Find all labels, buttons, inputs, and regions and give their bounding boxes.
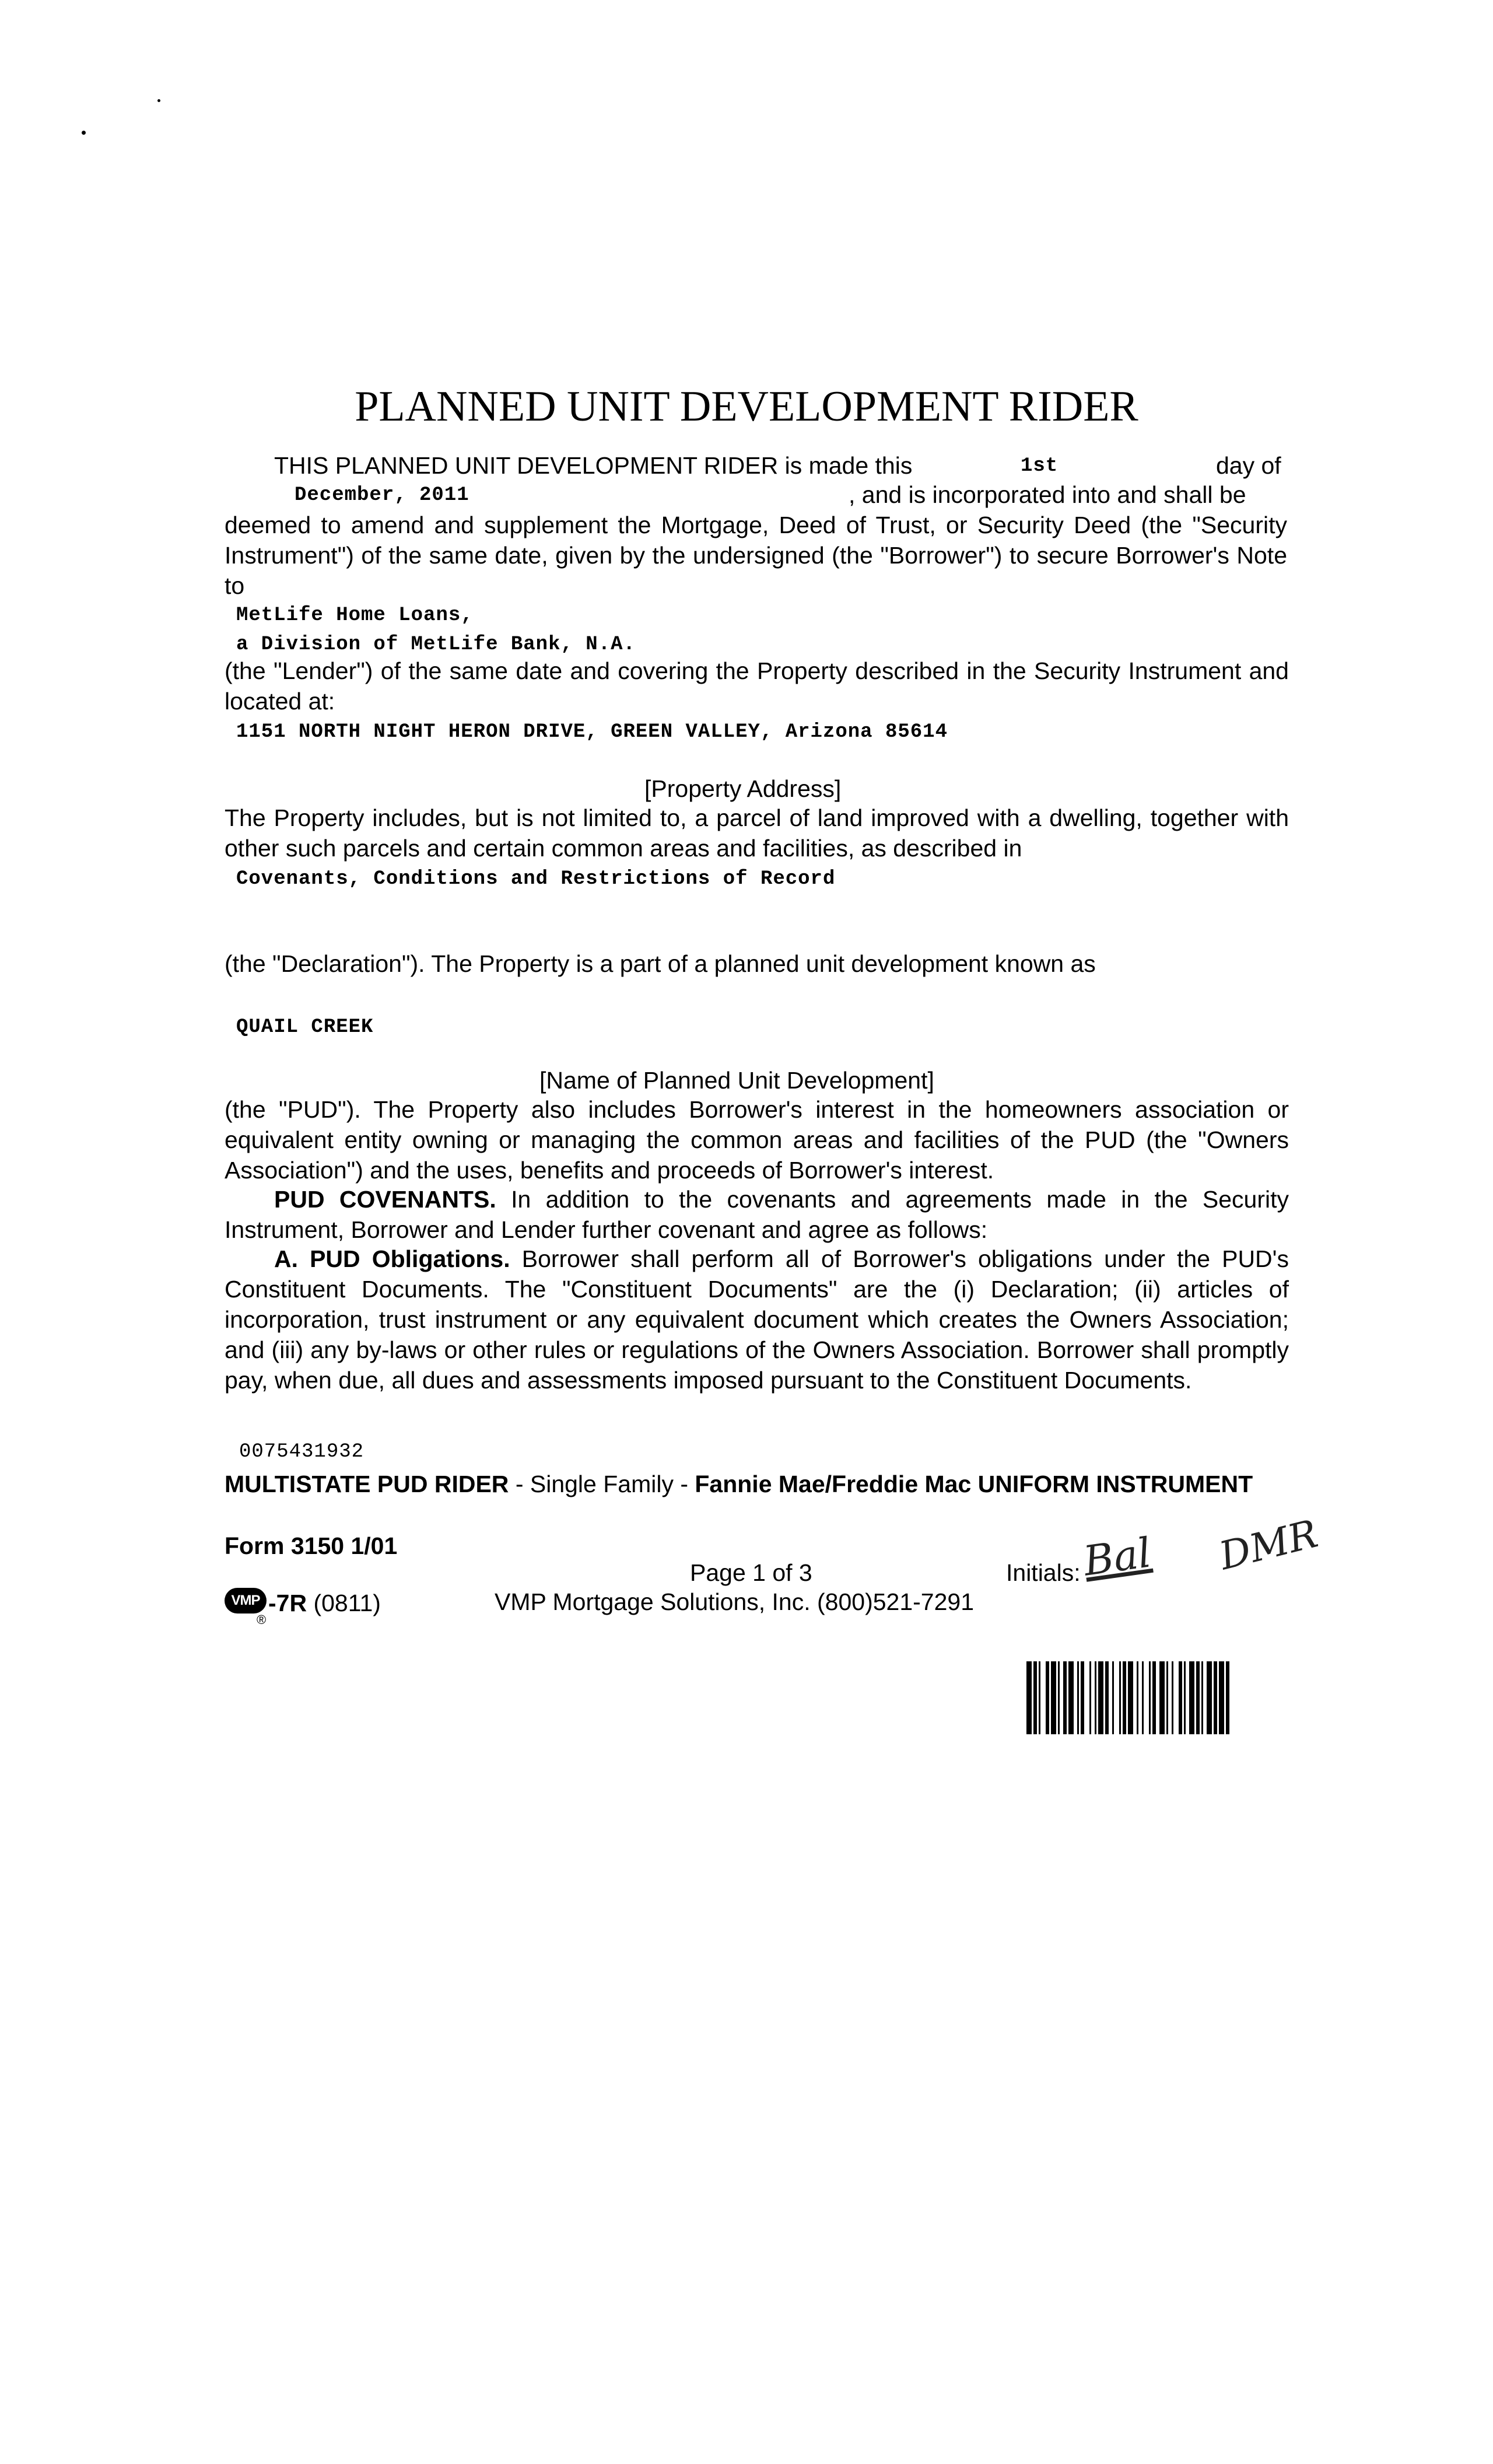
initials-signature-1: Bal [1080,1528,1154,1586]
barcode-bar [1039,1661,1040,1734]
pud-name-label: [Name of Planned Unit Development] [539,1067,934,1094]
intro-body: deemed to amend and supplement the Mortgage, Deed of Trust, or Security Deed (the "Security Instrument") of the same date, given by the undersigned (the "Borrower") to secure Borrower's Note to [225,512,1287,599]
barcode-bar [1098,1661,1103,1734]
initials-signature-2: DMR [1215,1511,1322,1579]
barcode [1026,1661,1289,1734]
lender-name-line1: MetLife Home Loans, [236,604,474,626]
intro-line2-suffix: , and is incorporated into and shall be [849,481,1246,508]
pud-obligations-paragraph [225,1244,1289,1395]
initials-label: Initials: [1006,1559,1081,1586]
covenants-heading: PUD COVENANTS. [274,1186,496,1213]
barcode-bar [1142,1661,1144,1734]
vmp-form-code [268,1588,381,1618]
barcode-bar [1226,1661,1229,1734]
barcode-bar [1077,1661,1079,1734]
form-title [225,1469,1289,1499]
vmp-code: -7R [268,1590,307,1616]
barcode-bar [1095,1661,1096,1734]
pud-text: (the "PUD"). The Property also includes Borrower's interest in the homeowners association or equivalent entity owning or managing the common areas and facilities of the PUD (the "Owners Association") and the uses, benefits and proceeds of Borrower's interest. [225,1096,1289,1184]
barcode-bar [1105,1661,1109,1734]
property-includes-text: The Property includes, but is not limited to, a parcel of land improved with a dwelling, together with other such parcels and certain common areas and facilities, as described in [225,804,1289,862]
barcode-bar [1058,1661,1060,1734]
barcode-bar [1119,1661,1121,1734]
barcode-bar [1026,1661,1032,1734]
barcode-bar [1152,1661,1156,1734]
barcode-bar [1123,1661,1126,1734]
barcode-bar [1179,1661,1182,1734]
barcode-bar [1089,1661,1091,1734]
barcode-bar [1149,1661,1151,1734]
barcode-bar [1128,1661,1133,1734]
vmp-company: VMP Mortgage Solutions, Inc. (800)521-7291 [495,1588,975,1615]
barcode-bar [1172,1661,1173,1734]
barcode-bar [1214,1661,1217,1734]
barcode-bar [1068,1661,1074,1734]
barcode-bar [1219,1661,1224,1734]
declaration-field: Covenants, Conditions and Restrictions of Record [236,868,836,890]
barcode-bar [1081,1661,1084,1734]
barcode-bar [1051,1661,1056,1734]
form-title-bold: MULTISTATE PUD RIDER [225,1471,509,1497]
form-number: Form 3150 1/01 [225,1532,398,1559]
day-field: 1st [1021,455,1059,477]
form-title-bold2: Fannie Mae/Freddie Mac UNIFORM INSTRUMENT [695,1471,1253,1497]
barcode-bar [1033,1661,1037,1734]
vmp-logo: VMP [225,1588,267,1614]
vmp-code-suffix: (0811) [307,1590,381,1616]
loan-number: 0075431932 [239,1441,365,1463]
intro-line1-suffix: day of [1216,452,1281,479]
barcode-bar [1159,1661,1165,1734]
barcode-bar [1207,1661,1212,1734]
covenants-paragraph [225,1184,1289,1245]
barcode-bar [1201,1661,1203,1734]
registered-mark: ® [257,1612,267,1627]
property-address-label: [Property Address] [644,775,842,802]
barcode-bar [1063,1661,1067,1734]
pud-obligations-heading: A. PUD Obligations. [274,1245,510,1272]
barcode-bar [1184,1661,1186,1734]
barcode-bar [1046,1661,1049,1734]
barcode-bar [1196,1661,1200,1734]
page-indicator: Page 1 of 3 [690,1559,812,1586]
property-address-field: 1151 NORTH NIGHT HERON DRIVE, GREEN VALLEY, Arizona 85614 [236,721,948,743]
lender-name-line2: a Division of MetLife Bank, N.A. [236,634,636,656]
month-year-field: December, 2011 [295,484,469,506]
stray-mark [82,131,86,135]
barcode-bar [1137,1661,1138,1734]
form-title-mid: - Single Family - [509,1471,695,1497]
barcode-bar [1112,1661,1114,1734]
covenants-text: In addition to the covenants and agreements made in the Security Instrument, Borrower and Lender further covenant and agree as follows: [225,1186,1289,1243]
barcode-bar [1189,1661,1194,1734]
pud-name-field: QUAIL CREEK [236,1016,374,1038]
intro-line1-prefix: THIS PLANNED UNIT DEVELOPMENT RIDER is made this [274,452,913,479]
pud-obligations-text: Borrower shall perform all of Borrower's obligations under the PUD's Constituent Documents. The "Constituent Documents" are the (i) Declaration; (ii) articles of incorporation, trust instrument or any equivalent document which creates the Owners Association; and (iii) any by-laws or other rules or regulations of the Owners Association. Borrower shall promptly pay, when due, all dues and assessments imposed pursuant to the Constituent Documents. [225,1245,1289,1394]
stray-mark [157,99,160,102]
barcode-bar [1166,1661,1168,1734]
declaration-text: (the "Declaration"). The Property is a part of a planned unit development known as [225,950,1096,977]
lender-tail: (the "Lender") of the same date and covering the Property described in the Security Instrument and located at: [225,657,1289,715]
page-title: PLANNED UNIT DEVELOPMENT RIDER [355,383,1138,430]
